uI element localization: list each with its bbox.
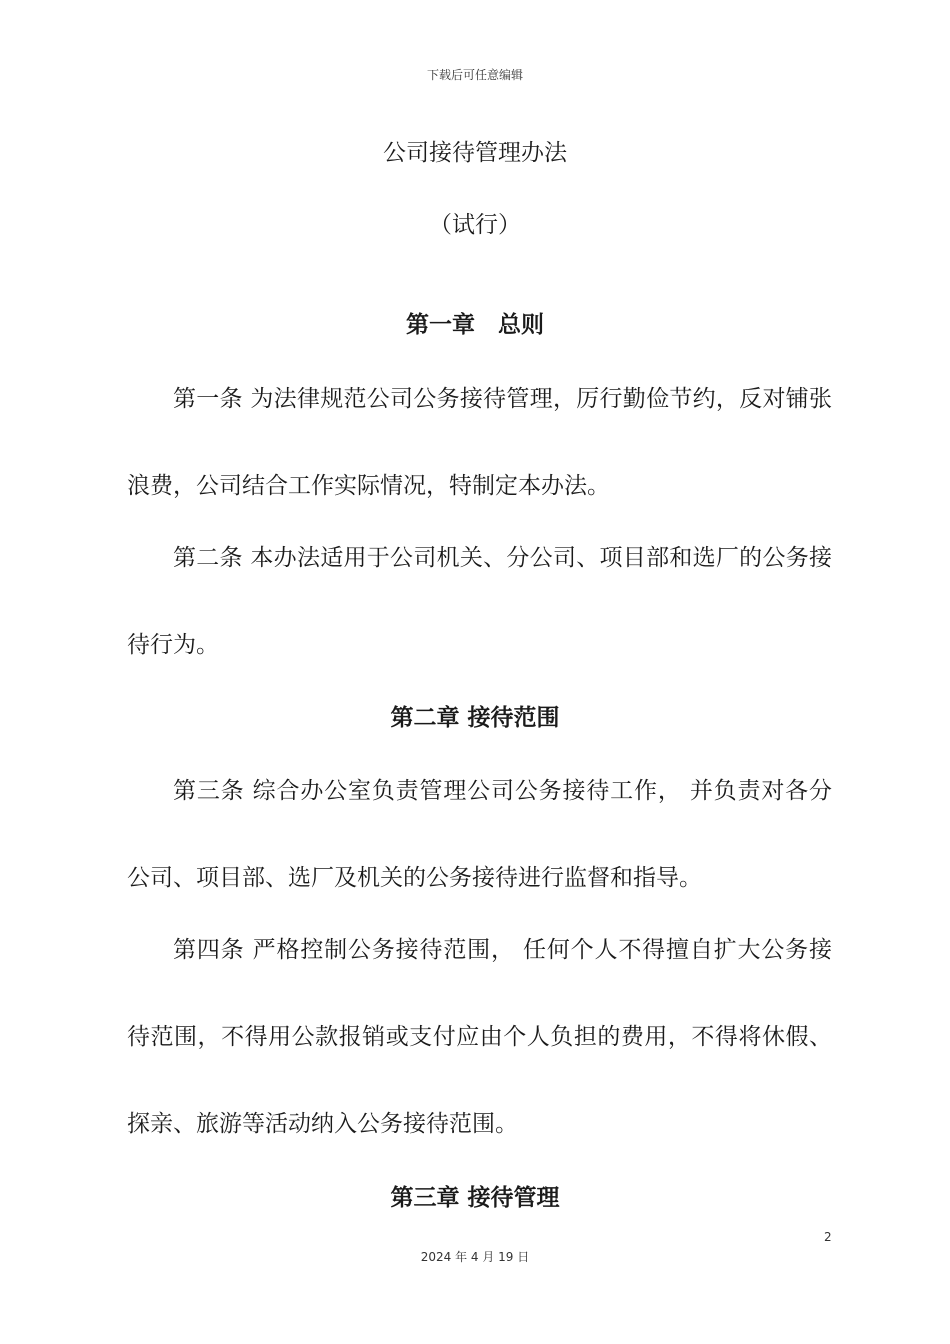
page-number: 2: [824, 1230, 832, 1244]
document-subtitle: （试行）: [429, 212, 521, 238]
article-3-line-1: 第三条 综合办公室负责管理公司公务接待工作， 并负责对各分: [173, 778, 832, 804]
article-4-line-1: 第四条 严格控制公务接待范围， 任何个人不得擅自扩大公务接: [173, 937, 832, 963]
chapter-heading-3: 第三章 接待管理: [390, 1185, 560, 1211]
article-2-line-2: 待行为。: [127, 632, 219, 658]
article-1-line-1: 第一条 为法律规范公司公务接待管理，厉行勤俭节约，反对铺张: [173, 386, 832, 412]
chapter-heading-2: 第二章 接待范围: [390, 705, 560, 731]
document-title: 公司接待管理办法: [383, 140, 567, 166]
article-4-line-3: 探亲、旅游等活动纳入公务接待范围。: [127, 1111, 518, 1137]
article-3-line-2: 公司、项目部、选厂及机关的公务接待进行监督和指导。: [127, 865, 702, 891]
article-1-line-2: 浪费，公司结合工作实际情况，特制定本办法。: [127, 473, 610, 499]
footer-date: 2024 年 4 月 19 日: [420, 1250, 530, 1264]
article-4-line-2: 待范围，不得用公款报销或支付应由个人负担的费用，不得将休假、: [127, 1024, 832, 1050]
article-2-line-1: 第二条 本办法适用于公司机关、分公司、项目部和选厂的公务接: [173, 545, 832, 571]
header-note: 下载后可任意编辑: [426, 68, 523, 82]
chapter-heading-1: 第一章 总则: [406, 312, 544, 338]
